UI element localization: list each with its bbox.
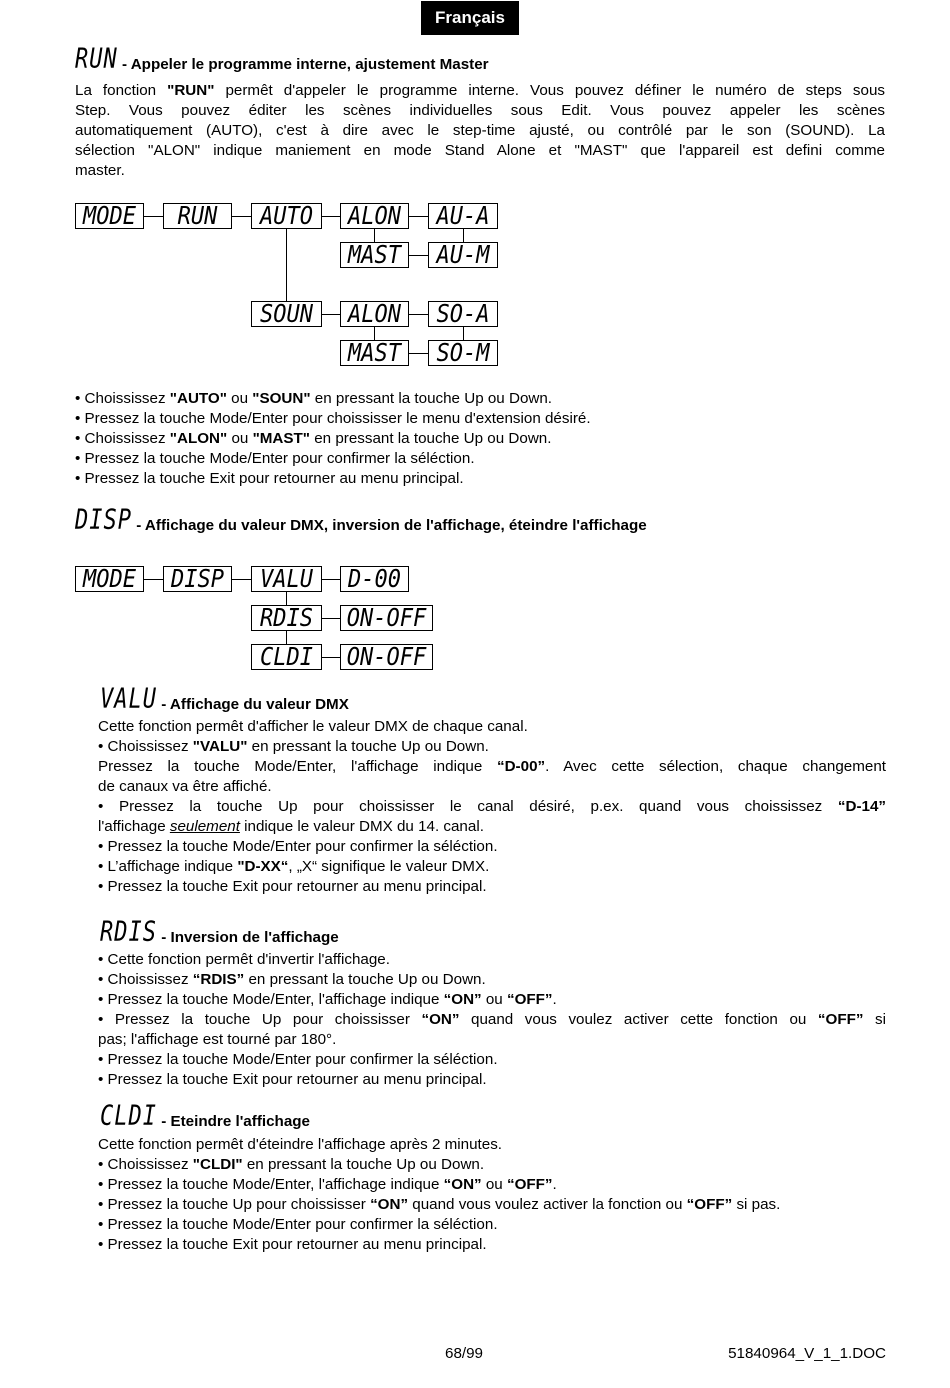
run-section-heading xyxy=(75,43,489,75)
run-intro-line: master. xyxy=(75,162,125,179)
lcd-so-a: SO-A xyxy=(428,301,498,327)
text-line: de canaux va être affiché. xyxy=(98,778,272,795)
connector xyxy=(322,657,340,658)
connector xyxy=(409,314,428,315)
list-item: • Pressez la touche Up pour choississer “ON” quand vous voulez activer cette fonction ou “OFF” si xyxy=(98,1011,886,1028)
lcd-au-m: AU-M xyxy=(428,242,498,268)
lcd-rdis: RDIS xyxy=(251,605,322,631)
lcd-alon: ALON xyxy=(340,203,409,229)
connector xyxy=(322,618,340,619)
lcd-soun: SOUN xyxy=(251,301,322,327)
list-item: • Pressez la touche Exit pour retourner au menu principal. xyxy=(98,1071,487,1088)
list-item: • Choississez "AUTO" ou "SOUN" en pressant la touche Up ou Down. xyxy=(75,390,553,407)
connector xyxy=(322,314,340,315)
list-item: • Pressez la touche Mode/Enter pour confirmer la séléction. xyxy=(75,450,475,467)
connector xyxy=(144,579,163,580)
lcd-mode: MODE xyxy=(75,203,144,229)
list-item: • Pressez la touche Up pour choississer “ON” quand vous voulez activer la fonction ou “OFF” si pas. xyxy=(98,1196,781,1213)
list-item: • Pressez la touche Mode/Enter pour confirmer la séléction. xyxy=(98,1216,498,1233)
run-intro-line: automatiquement (AUTO), c'est à dire avec le step-time ajusté, ou contrôlé par le son (SOUND). La xyxy=(75,122,885,139)
list-item: • Pressez la touche Mode/Enter, l'affichage indique “ON” ou “OFF”. xyxy=(98,1176,557,1193)
connector xyxy=(232,579,251,580)
list-item: • Pressez la touche Mode/Enter pour confirmer la séléction. xyxy=(98,1051,498,1068)
connector xyxy=(374,327,375,340)
connector xyxy=(286,229,287,301)
connector xyxy=(286,592,287,605)
text-line: pas; l'affichage est tourné par 180°. xyxy=(98,1031,337,1048)
lcd-valu: VALU xyxy=(251,566,322,592)
disp-heading: - Affichage du valeur DMX, inversion de l'affichage, éteindre l'affichage xyxy=(136,517,647,534)
run-intro xyxy=(75,81,885,181)
connector xyxy=(409,216,428,217)
connector xyxy=(322,216,340,217)
valu-section-heading xyxy=(100,683,349,715)
list-item: • Pressez la touche Exit pour retourner au menu principal. xyxy=(75,470,464,487)
run-intro-line: sélection "ALON" indique maniement en mode Stand Alone et "MAST" que l'appareil est defini comme xyxy=(75,142,885,159)
lcd-alon: ALON xyxy=(340,301,409,327)
run-intro-line: Step. Vous pouvez éditer les scènes individuelles sous Edit. Vous pouvez appeler les scènes xyxy=(75,102,885,119)
connector xyxy=(286,631,287,644)
lcd-au-a: AU-A xyxy=(428,203,498,229)
list-item: • Choississez "VALU" en pressant la touche Up ou Down. xyxy=(98,738,489,755)
text-line: Cette fonction permêt d'afficher le valeur DMX de chaque canal. xyxy=(98,718,528,735)
lcd-run: RUN xyxy=(163,203,232,229)
lcd-d-00: D-00 xyxy=(340,566,409,592)
connector xyxy=(374,229,375,242)
lcd-cldi: CLDI xyxy=(251,644,322,670)
disp-section-heading xyxy=(75,504,647,536)
rdis-body xyxy=(98,950,886,1090)
list-item: • Pressez la touche Mode/Enter pour choississer le menu d'extension désiré. xyxy=(75,410,591,427)
cldi-heading: - Eteindre l'affichage xyxy=(161,1113,310,1130)
list-item: • Cette fonction permêt d'invertir l'affichage. xyxy=(98,951,390,968)
connector xyxy=(144,216,163,217)
text-line: Cette fonction permêt d'éteindre l'affichage après 2 minutes. xyxy=(98,1136,503,1153)
document-id: 51840964_V_1_1.DOC xyxy=(728,1345,886,1362)
run-bullets xyxy=(75,389,591,489)
page-number: 68/99 xyxy=(445,1345,484,1362)
connector xyxy=(463,327,464,340)
lcd-so-m: SO-M xyxy=(428,340,498,366)
list-item: • Pressez la touche Mode/Enter pour confirmer la séléction. xyxy=(98,838,498,855)
list-item: • Choississez “RDIS” en pressant la touche Up ou Down. xyxy=(98,971,486,988)
connector xyxy=(463,229,464,242)
connector xyxy=(409,353,428,354)
cldi-seg-label: CLDI xyxy=(100,1100,157,1132)
text-line: Pressez la touche Mode/Enter, l'affichage indique “D-00”. Avec cette sélection, chaque changement xyxy=(98,758,886,775)
connector xyxy=(409,255,428,256)
list-item: • Pressez la touche Exit pour retourner au menu principal. xyxy=(98,1236,487,1253)
lcd-disp: DISP xyxy=(163,566,232,592)
run-seg-label: RUN xyxy=(75,43,118,75)
lcd-mast: MAST xyxy=(340,340,409,366)
connector xyxy=(232,216,251,217)
lcd-on-off: ON-OFF xyxy=(340,605,433,631)
cldi-section-heading xyxy=(100,1100,310,1132)
language-badge: Français xyxy=(421,1,519,35)
run-heading: - Appeler le programme interne, ajustement Master xyxy=(121,56,489,73)
connector xyxy=(322,579,340,580)
text-line: l'affichage seulement indique le valeur DMX du 14. canal. xyxy=(98,818,484,835)
rdis-section-heading xyxy=(100,916,339,948)
lcd-mode: MODE xyxy=(75,566,144,592)
list-item: • Pressez la touche Mode/Enter, l'affichage indique “ON” ou “OFF”. xyxy=(98,991,557,1008)
rdis-heading: - Inversion de l'affichage xyxy=(161,929,339,946)
list-item: • Choississez "ALON" ou "MAST" en pressant la touche Up ou Down. xyxy=(75,430,552,447)
valu-seg-label: VALU xyxy=(100,683,157,715)
rdis-seg-label: RDIS xyxy=(100,916,157,948)
lcd-auto: AUTO xyxy=(251,203,322,229)
lcd-mast: MAST xyxy=(340,242,409,268)
lcd-on-off: ON-OFF xyxy=(340,644,433,670)
valu-body xyxy=(98,717,886,897)
valu-heading: - Affichage du valeur DMX xyxy=(161,696,349,713)
list-item: • Pressez la touche Exit pour retourner au menu principal. xyxy=(98,878,487,895)
run-intro-line: La fonction "RUN" permêt d'appeler le programme interne. Vous pouvez définer le numéro de steps sous xyxy=(75,82,885,99)
disp-seg-label: DISP xyxy=(75,504,132,536)
list-item: • L’affichage indique "D-XX“, „X“ signifique le valeur DMX. xyxy=(98,858,490,875)
list-item: • Choississez "CLDI" en pressant la touche Up ou Down. xyxy=(98,1156,485,1173)
list-item: • Pressez la touche Up pour choississer le canal désiré, p.ex. quand vous choississez “D-14” xyxy=(98,798,886,815)
cldi-body xyxy=(98,1135,886,1255)
